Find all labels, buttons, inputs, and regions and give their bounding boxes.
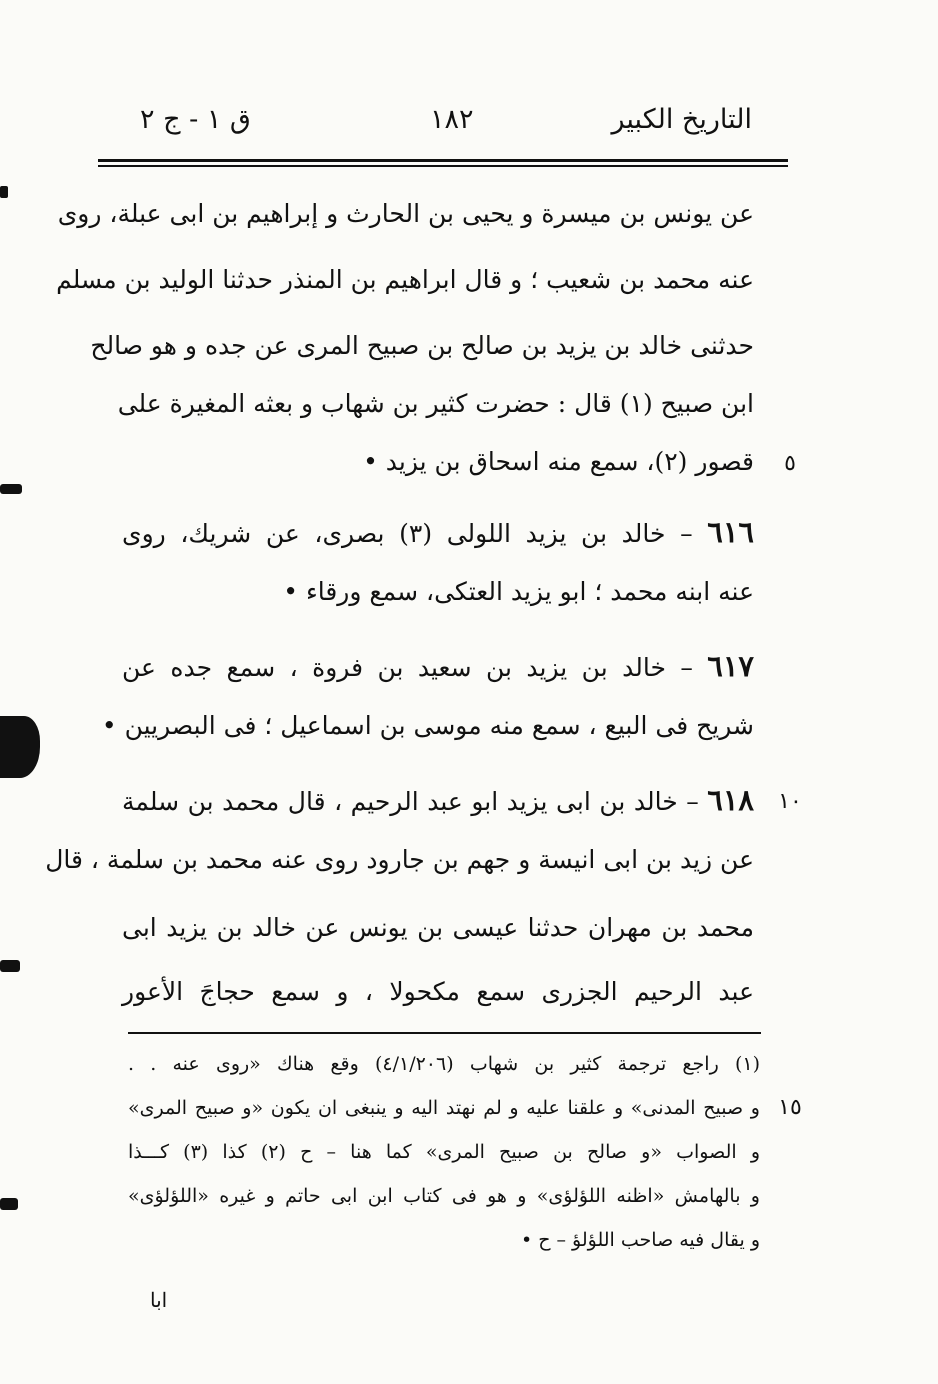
footnote-line: و صبيح المدنى» و علقنا عليه و لم نهتد اليه و ينبغى ان يكون «و صبيح المرى»: [128, 1097, 760, 1119]
body-line: عنه محمد بن شعيب ؛ و قال ابراهيم بن المنذر حدثنا الوليد بن مسلم: [56, 265, 754, 294]
body-line: عن زيد بن ابى انيسة و جهم بن جارود روى عنه محمد بن سلمة ، قال: [45, 845, 754, 874]
header-rule: [98, 159, 788, 162]
volume-label: ق ١ - ج ٢: [140, 104, 251, 135]
body-line: شريح فى البيع ، سمع منه موسى بن اسماعيل ؛ فى البصريين •: [101, 711, 754, 740]
footnote-line: و الصواب «و صالح بن صبيح المرى» كما هنا – ح (٢) كذا (٣) كـــذا: [128, 1141, 760, 1163]
footnote-line: و بالهامش «اظنه اللؤلؤى» و هو فى كتاب ابن ابى حاتم و غيره «اللؤلؤى»: [128, 1185, 760, 1207]
body-line: عنه ابنه محمد ؛ ابو يزيد العتكى، سمع ورقاء •: [283, 577, 754, 606]
body-line: عن يونس بن ميسرة و يحيى بن الحارث و إبراهيم بن ابى عبلة، روى: [57, 199, 754, 228]
scan-mark: [0, 1198, 18, 1210]
signature-mark: ابا: [150, 1288, 168, 1312]
scan-mark: [0, 186, 8, 198]
entry-number: ٦١٦: [707, 515, 754, 549]
body-line: حدثنى خالد بن يزيد بن صالح بن صبيح المرى عن جده و هو صالح: [90, 331, 754, 360]
footnote-line: (١) راجع ترجمة كثير بن شهاب (٤/١/٢٠٦) وقع هناك «روى عنه . .: [128, 1053, 760, 1075]
footnote-line: و يقال فيه صاحب اللؤلؤ – ح •: [520, 1229, 760, 1251]
body-line: محمد بن مهران حدثنا عيسى بن يونس عن خالد بن يزيد ابى: [122, 913, 754, 942]
entry-number: ٦١٨: [707, 783, 754, 817]
margin-line-number: ١٠: [778, 789, 802, 814]
entry-number: ٦١٧: [707, 649, 754, 683]
scan-mark: [0, 484, 22, 494]
book-title: التاريخ الكبير: [611, 104, 752, 135]
ink-stain: [0, 716, 40, 778]
margin-line-number: ٥: [784, 451, 796, 476]
page-header: [140, 104, 752, 150]
body-line: قصور (٢)، سمع منه اسحاق بن يزيد •: [363, 447, 754, 476]
entry-text: – خالد بن ابى يزيد ابو عبد الرحيم ، قال محمد بن سلمة: [122, 787, 699, 816]
entry-618-first-line: [122, 774, 754, 826]
entry-text: – خالد بن يزيد بن سعيد بن فروة ، سمع جده عن: [122, 653, 693, 682]
entry-616-first-line: [122, 506, 754, 558]
footnote-rule: [128, 1032, 761, 1034]
body-line: ابن صبيح (١) قال : حضرت كثير بن شهاب و بعثه المغيرة على: [117, 389, 754, 418]
margin-line-number: ١٥: [778, 1095, 802, 1120]
entry-text: – خالد بن يزيد اللولى (٣) بصرى، عن شريك، روى: [122, 519, 693, 548]
entry-617-first-line: [122, 640, 754, 692]
header-rule-secondary: [98, 165, 788, 167]
body-line: عبد الرحيم الجزرى سمع مكحولا ، و سمع حجاجَ الأعور: [122, 977, 754, 1006]
scan-mark: [0, 960, 20, 972]
page-number: ١٨٢: [430, 104, 474, 135]
